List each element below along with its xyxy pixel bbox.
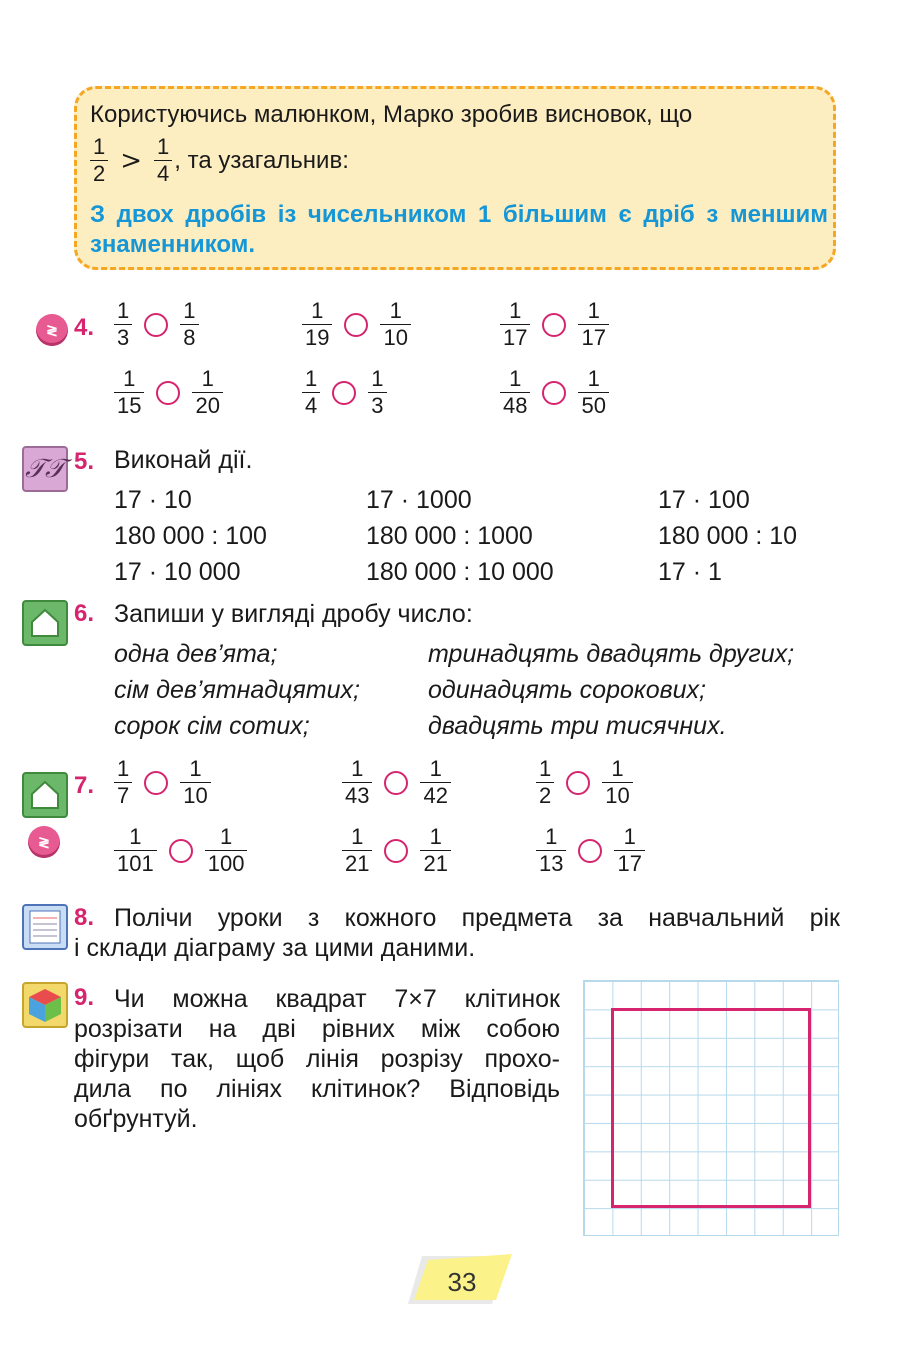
fraction bbox=[500, 366, 530, 419]
denominator: 17 bbox=[578, 324, 608, 351]
answer-circle[interactable] bbox=[332, 381, 356, 405]
task9-line: дила по лініях клітинок? Відповідь bbox=[74, 1075, 560, 1103]
fraction bbox=[302, 366, 320, 419]
expression: 17 · 10 000 bbox=[114, 558, 241, 586]
expression: 17 · 1 bbox=[658, 558, 722, 586]
task5-col2 bbox=[366, 482, 554, 590]
answer-circle[interactable] bbox=[344, 313, 368, 337]
expression: 17 · 1000 bbox=[366, 486, 472, 514]
denominator: 3 bbox=[114, 324, 132, 351]
numerator: 1 bbox=[389, 298, 402, 323]
fraction bbox=[114, 756, 132, 809]
answer-circle[interactable] bbox=[566, 771, 590, 795]
fraction: $\frac{1}{4}$ bbox=[154, 134, 172, 187]
answer-circle[interactable] bbox=[169, 839, 193, 863]
denominator: 8 bbox=[180, 324, 198, 351]
fraction bbox=[180, 298, 198, 351]
numerator: 1 bbox=[305, 366, 318, 391]
numerator: 1 bbox=[219, 824, 233, 849]
denominator: 15 bbox=[114, 392, 144, 419]
task9-line: Чи можна квадрат 7×7 клітинок bbox=[114, 985, 560, 1013]
compare-icon: ≷ bbox=[36, 314, 68, 346]
denominator: 19 bbox=[302, 324, 332, 351]
numerator: 1 bbox=[623, 824, 636, 849]
denominator: 3 bbox=[368, 392, 386, 419]
expression: 17 · 100 bbox=[658, 486, 750, 514]
number-words: одинадцять сорокових; bbox=[428, 676, 706, 704]
comparison bbox=[114, 824, 247, 877]
numerator: 1 bbox=[189, 756, 202, 781]
denominator: 43 bbox=[342, 782, 372, 809]
numerator: 1 bbox=[117, 298, 130, 323]
comparison bbox=[302, 366, 387, 419]
fraction bbox=[114, 298, 132, 351]
denominator: 100 bbox=[205, 850, 248, 877]
comparison bbox=[302, 298, 411, 351]
notebook-icon bbox=[22, 904, 68, 950]
fraction bbox=[420, 756, 450, 809]
denominator: 7 bbox=[114, 782, 132, 809]
fraction bbox=[302, 298, 332, 351]
task-number: 5. bbox=[74, 448, 95, 475]
task-number: 8. bbox=[74, 904, 95, 931]
denominator: 101 bbox=[114, 850, 157, 877]
numerator: 1 bbox=[539, 756, 552, 781]
task8-line1: Полічи уроки з кожного предмета за навчальний рік bbox=[114, 904, 840, 932]
task6-col1 bbox=[114, 636, 360, 744]
fraction bbox=[342, 756, 372, 809]
numerator: 1 bbox=[183, 298, 196, 323]
fraction bbox=[368, 366, 386, 419]
fraction bbox=[114, 366, 144, 419]
fraction bbox=[114, 824, 157, 877]
fraction bbox=[180, 756, 210, 809]
comparison bbox=[114, 298, 199, 351]
task6-col2 bbox=[428, 636, 794, 744]
denominator: 20 bbox=[192, 392, 222, 419]
fraction bbox=[420, 824, 450, 877]
denominator: 10 bbox=[180, 782, 210, 809]
page-number: 33 bbox=[447, 1266, 477, 1297]
numerator: 1 bbox=[429, 756, 442, 781]
numerator: 1 bbox=[587, 366, 600, 391]
numerator: 1 bbox=[509, 298, 522, 323]
task-number: 6. bbox=[74, 600, 95, 627]
denominator: 10 bbox=[602, 782, 632, 809]
comparison bbox=[500, 298, 609, 351]
fraction bbox=[205, 824, 248, 877]
numerator: 1 bbox=[117, 756, 130, 781]
fraction: $\frac{1}{2}$ bbox=[90, 134, 108, 187]
numerator: 1 bbox=[351, 824, 364, 849]
compare-icon: ≷ bbox=[28, 826, 60, 858]
home-icon bbox=[22, 772, 68, 818]
denominator: 48 bbox=[500, 392, 530, 419]
denominator: 21 bbox=[342, 850, 372, 877]
fraction bbox=[342, 824, 372, 877]
task9-line: фігури так, щоб лінія розрізу прохо- bbox=[74, 1045, 560, 1073]
expression: 17 · 10 bbox=[114, 486, 192, 514]
answer-circle[interactable] bbox=[156, 381, 180, 405]
denominator: 21 bbox=[420, 850, 450, 877]
expression: 180 000 : 10 bbox=[658, 522, 798, 550]
task8-line2: і склади діаграму за цими даними. bbox=[74, 934, 476, 962]
answer-circle[interactable] bbox=[578, 839, 602, 863]
denominator: 13 bbox=[536, 850, 566, 877]
expression: 180 000 : 10 000 bbox=[366, 558, 554, 586]
numerator: 1 bbox=[201, 366, 214, 391]
fraction bbox=[578, 298, 608, 351]
rule-conclusion: З двох дробів із чисельником 1 більшим є дріб з меншим знаменником. bbox=[90, 201, 828, 258]
number-words: одна дев’ята; bbox=[114, 640, 278, 668]
task9-line: розрізати на дві рівних між собою bbox=[74, 1015, 560, 1043]
answer-circle[interactable] bbox=[144, 771, 168, 795]
denominator: 4 bbox=[302, 392, 320, 419]
numerator: 1 bbox=[311, 298, 324, 323]
task-number: 4. bbox=[74, 314, 95, 341]
fraction bbox=[500, 298, 530, 351]
task9-line: обґрунтуй. bbox=[74, 1105, 198, 1133]
task-number: 7. bbox=[74, 772, 95, 799]
denominator: 50 bbox=[578, 392, 608, 419]
denominator: 2 bbox=[536, 782, 554, 809]
comparison bbox=[114, 366, 223, 419]
comparison bbox=[342, 756, 451, 809]
denominator: 17 bbox=[614, 850, 644, 877]
fraction bbox=[380, 298, 410, 351]
rule-intro: Користуючись малюнком, Марко зробив висновок, що bbox=[90, 101, 693, 128]
write-icon: 𝒯𝒯 bbox=[22, 446, 68, 492]
numerator: 1 bbox=[587, 298, 600, 323]
home-icon bbox=[22, 600, 68, 646]
denominator: 42 bbox=[420, 782, 450, 809]
comparison bbox=[536, 824, 645, 877]
rule-inequality bbox=[90, 134, 349, 187]
answer-circle[interactable] bbox=[542, 313, 566, 337]
expression: 180 000 : 100 bbox=[114, 522, 267, 550]
numerator: 1 bbox=[429, 824, 442, 849]
numerator: 1 bbox=[545, 824, 558, 849]
comparison bbox=[500, 366, 609, 419]
comparison bbox=[114, 756, 211, 809]
answer-circle[interactable] bbox=[384, 839, 408, 863]
square-7x7 bbox=[611, 1008, 811, 1208]
answer-circle[interactable] bbox=[144, 313, 168, 337]
fraction bbox=[578, 366, 608, 419]
fraction bbox=[536, 756, 554, 809]
denominator: 17 bbox=[500, 324, 530, 351]
numerator: 1 bbox=[123, 366, 136, 391]
answer-circle[interactable] bbox=[542, 381, 566, 405]
cube-icon bbox=[22, 982, 68, 1028]
answer-circle[interactable] bbox=[384, 771, 408, 795]
fraction bbox=[602, 756, 632, 809]
numerator: 1 bbox=[129, 824, 142, 849]
fraction bbox=[536, 824, 566, 877]
numerator: 1 bbox=[371, 366, 384, 391]
comparison bbox=[342, 824, 451, 877]
rule-suffix: , та узагальнив: bbox=[174, 146, 349, 174]
task-title: Виконай дії. bbox=[114, 446, 253, 474]
task5-col1 bbox=[114, 482, 267, 590]
numerator: 1 bbox=[351, 756, 364, 781]
greater-than: > bbox=[120, 145, 143, 176]
fraction bbox=[614, 824, 644, 877]
fraction bbox=[192, 366, 222, 419]
numerator: 1 bbox=[509, 366, 522, 391]
denominator: 10 bbox=[380, 324, 410, 351]
task-title: Запиши у вигляді дробу число: bbox=[114, 600, 473, 628]
comparison bbox=[536, 756, 633, 809]
expression: 180 000 : 1000 bbox=[366, 522, 533, 550]
task5-col3 bbox=[658, 482, 797, 590]
number-words: сорок сім сотих; bbox=[114, 712, 310, 740]
numerator: 1 bbox=[611, 756, 624, 781]
number-words: тринадцять двадцять других; bbox=[428, 640, 795, 668]
number-words: сім дев’ятнадцятих; bbox=[114, 676, 360, 704]
task-number: 9. bbox=[74, 984, 95, 1011]
number-words: двадцять три тисячних. bbox=[428, 712, 727, 740]
